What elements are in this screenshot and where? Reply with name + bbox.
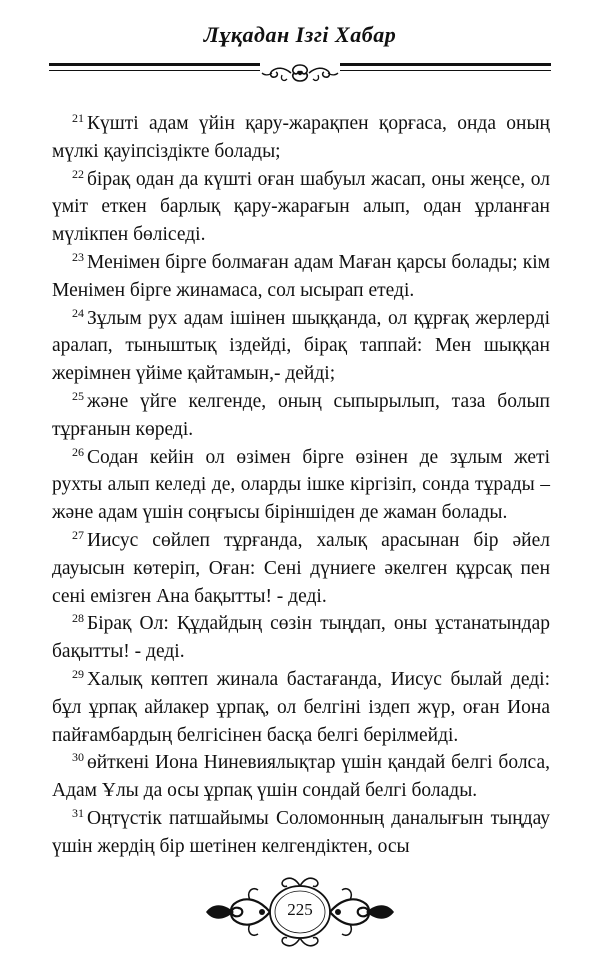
verse-number: 31 (72, 805, 84, 820)
running-title: Лұқадан Ізгі Хабар (203, 22, 397, 47)
verse-26 (52, 444, 550, 527)
verse-number: 22 (72, 166, 84, 181)
verse-number: 26 (72, 444, 84, 459)
verse-24 (52, 305, 550, 388)
verse-text: және үйге келгенде, оның сыпырылып, таза болып тұрғанын көреді. (52, 390, 550, 440)
verse-21 (52, 110, 550, 166)
verse-text: бірақ одан да күшті оған шабуыл жасап, оны жеңсе, ол үміт еткен барлық қару-жарағын алып, одан ұрланған мүлікпен бөліседі. (52, 168, 550, 246)
verse-number: 27 (72, 527, 84, 542)
verse-number: 25 (72, 388, 84, 403)
ornament-flourish-icon (260, 60, 340, 86)
verse-text: Менімен бірге болмаған адам Маған қарсы болады; кім Менімен бірге жинамаса, сол ысырап етеді. (52, 251, 550, 301)
verse-number: 24 (72, 305, 84, 320)
page-footer (0, 870, 600, 960)
verse-number: 23 (72, 249, 84, 264)
verse-text: Оңтүстік патшайымы Соломонның даналығын тыңдау үшін жердің бір шетінен келгендіктен, осы (52, 807, 550, 857)
verse-number: 28 (72, 611, 84, 626)
verse-25 (52, 388, 550, 444)
verse-30 (52, 749, 550, 805)
page-number: 225 (287, 900, 313, 919)
verse-31 (52, 805, 550, 861)
verse-number: 29 (72, 666, 84, 681)
verse-number: 30 (72, 750, 84, 765)
verse-23 (52, 249, 550, 305)
verse-text: Күшті адам үйін қару-жарақпен қорғаса, онда оның мүлкі қауіпсіздікте болады; (52, 113, 550, 162)
page-header (0, 0, 600, 110)
verse-text: Зұлым рух адам ішінен шыққанда, ол құрғақ жерлерді аралап, тыныштық іздейді, бірақ таппай: Мен шыққан жерімнен үйіме қайтамын,- дейді; (52, 307, 550, 385)
verse-text: Халық көптеп жинала бастағанда, Иисус былай деді: бұл ұрпақ айлакер ұрпақ, ол белгіні іздеп жүр, оған Иона пайғамбардың белгісінен басқа белгі берілмейді. (52, 668, 550, 746)
verse-text: Бірақ Ол: Құдайдың сөзін тыңдап, оны ұстанатындар бақытты! - деді. (52, 613, 550, 663)
verse-text: өйткені Иона Ниневиялықтар үшін қандай белгі болса, Адам Ұлы да осы ұрпақ үшін сондай белгі болады. (52, 752, 550, 802)
verse-text: Иисус сөйлеп тұрғанда, халық арасынан бір әйел дауысын көтеріп, Оған: Сені дүниеге әкелген құрсақ пен сені емізген Ана бақытты! - деді. (52, 529, 550, 607)
scripture-text (52, 110, 550, 861)
verse-27 (52, 527, 550, 610)
verse-22 (52, 166, 550, 249)
verse-29 (52, 666, 550, 749)
verse-text: Содан кейін ол өзімен бірге өзінен де зұлым жеті рухты алып келеді де, оларды ішке кіргізіп, сонда тұрады – және адам үшін соңғысы біріншіден де жаман болады. (52, 446, 550, 524)
verse-number: 21 (72, 111, 84, 125)
verse-28 (52, 610, 550, 666)
